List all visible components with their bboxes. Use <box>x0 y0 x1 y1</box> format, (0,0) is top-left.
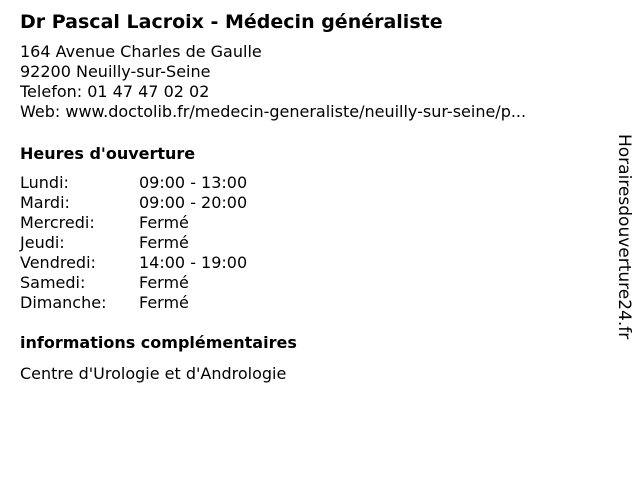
hours-time: 09:00 - 20:00 <box>139 193 248 212</box>
hours-row-friday <box>20 253 600 273</box>
hours-day: Lundi: <box>20 173 69 192</box>
practice-card <box>20 10 600 384</box>
hours-row-monday <box>20 173 600 193</box>
hours-day: Dimanche: <box>20 293 107 312</box>
hours-row-wednesday <box>20 213 600 233</box>
hours-row-thursday <box>20 233 600 253</box>
hours-day: Mardi: <box>20 193 70 212</box>
site-brand-vertical: Horairesdouverture24.fr <box>614 134 634 340</box>
hours-day: Jeudi: <box>20 233 65 252</box>
hours-day: Mercredi: <box>20 213 95 232</box>
hours-time: Fermé <box>139 273 189 292</box>
additional-info-title: informations complémentaires <box>20 333 297 352</box>
hours-row-saturday <box>20 273 600 293</box>
page-title: Dr Pascal Lacroix - Médecin généraliste <box>20 11 443 33</box>
hours-day: Samedi: <box>20 273 86 292</box>
hours-time: 14:00 - 19:00 <box>139 253 248 272</box>
additional-info-text: Centre d'Urologie et d'Andrologie <box>20 364 287 383</box>
address-line: 164 Avenue Charles de Gaulle <box>20 42 262 61</box>
opening-hours-table <box>20 173 600 313</box>
hours-day: Vendredi: <box>20 253 96 272</box>
hours-time: Fermé <box>139 293 189 312</box>
hours-time: Fermé <box>139 233 189 252</box>
hours-row-sunday <box>20 293 600 313</box>
city-line: 92200 Neuilly-sur-Seine <box>20 62 211 81</box>
phone-line: Telefon: 01 47 47 02 02 <box>20 82 210 101</box>
hours-row-tuesday <box>20 193 600 213</box>
contact-block <box>20 42 600 122</box>
hours-time: Fermé <box>139 213 189 232</box>
website-line: Web: www.doctolib.fr/medecin-generaliste/neuilly-sur-seine/p... <box>20 102 527 121</box>
hours-time: 09:00 - 13:00 <box>139 173 248 192</box>
opening-hours-title: Heures d'ouverture <box>20 144 196 163</box>
